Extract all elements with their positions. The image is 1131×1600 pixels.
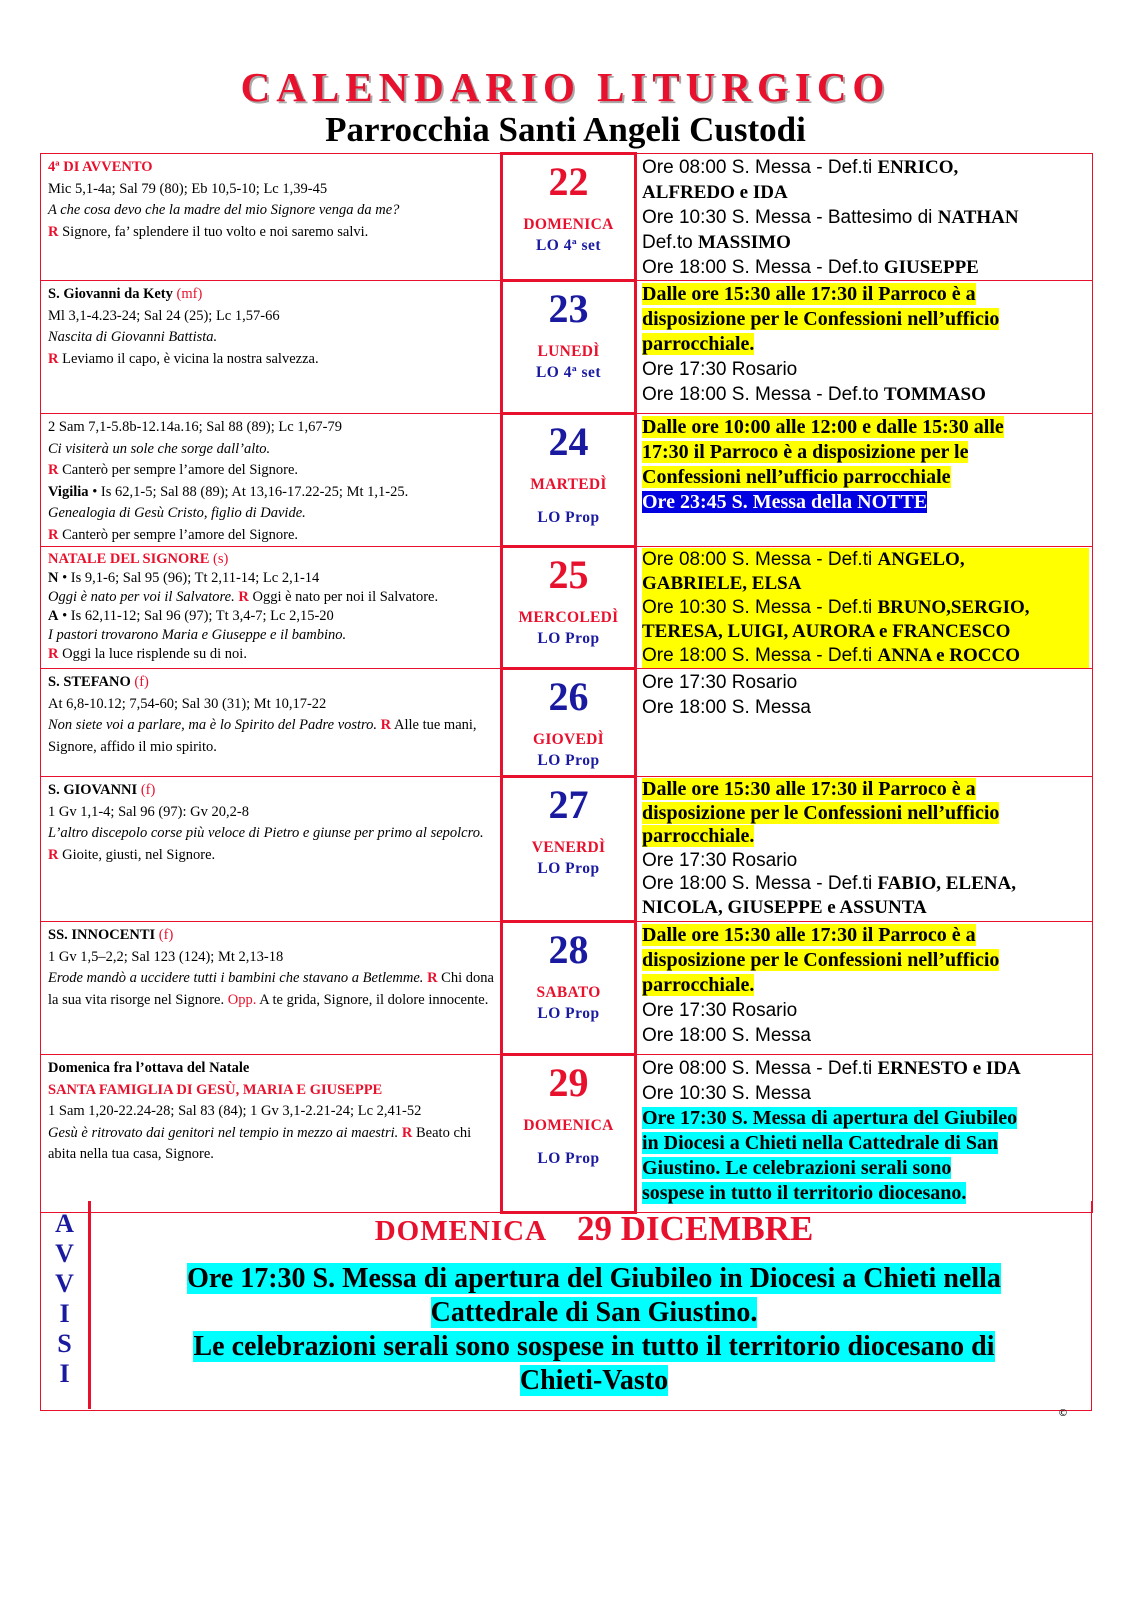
- response-marker: R: [380, 717, 392, 733]
- confession-notice: Dalle ore 10:00 alle 12:00 e dalle 15:30 alle: [642, 416, 1004, 438]
- day-cell: [502, 154, 636, 281]
- liturgy-of-hours: LO Prop: [537, 752, 600, 769]
- liturgy-rank: (f): [158, 927, 174, 943]
- calendar-row-25: [41, 547, 1093, 669]
- events-cell: [636, 414, 1093, 547]
- liturgy-title: NATALE DEL SIGNORE: [48, 551, 210, 567]
- response-marker: R: [427, 970, 438, 986]
- jubilee-notice: Ore 17:30 S. Messa di apertura del Giubileo: [642, 1107, 1018, 1129]
- events-cell: [636, 922, 1093, 1055]
- liturgy-response: Chi dona la sua vita risorge nel Signore.: [48, 970, 494, 1008]
- alternative-marker: Opp.: [227, 991, 257, 1008]
- day-number: 22: [548, 159, 589, 204]
- avvisi-line: Le celebrazioni serali sono sospese in tutto il territorio diocesano di: [193, 1331, 995, 1362]
- liturgical-calendar-table: [40, 152, 1093, 1214]
- liturgy-cell: [41, 922, 502, 1055]
- liturgy-of-hours: LO Prop: [537, 630, 600, 647]
- liturgy-readings: Ml 3,1-4.23-24; Sal 24 (25); Lc 1,57-66: [48, 307, 280, 324]
- event-text: Ore 10:30 S. Messa: [642, 1083, 811, 1104]
- liturgy-readings: 1 Sam 1,20-22.24-28; Sal 83 (84); 1 Gv 3,1-2.21-24; Lc 2,41-52: [48, 1103, 422, 1119]
- liturgy-title: S. Giovanni da Kety: [48, 286, 173, 302]
- event-text: Ore 18:00 S. Messa - Def.to: [642, 257, 884, 278]
- liturgy-cell: [41, 777, 502, 922]
- liturgy-readings: 1 Gv 1,1-4; Sal 96 (97): Gv 20,2-8: [48, 803, 249, 820]
- event-text: Ore 10:30 S. Messa - Def.ti: [642, 597, 878, 618]
- liturgy-readings: Mic 5,1-4a; Sal 79 (80); Eb 10,5-10; Lc 1,39-45: [48, 180, 328, 197]
- avvisi-text: [97, 1262, 1091, 1398]
- confession-notice: disposizione per le Confessioni nell’ufficio: [642, 949, 1000, 971]
- liturgy-response: Oggi è nato per noi il Salvatore.: [252, 589, 439, 605]
- confession-notice: 17:30 il Parroco è a disposizione per le: [642, 441, 969, 463]
- event-text: Ore 08:00 S. Messa - Def.ti: [642, 549, 878, 570]
- jubilee-notice: in Diocesi a Chieti nella Cattedrale di San: [642, 1132, 999, 1154]
- day-number: 27: [548, 782, 589, 827]
- avvisi-content: [97, 1201, 1091, 1398]
- response-marker: R: [48, 526, 59, 543]
- day-weekday: SABATO: [536, 984, 601, 1001]
- confession-notice: Confessioni nell’ufficio parrocchiale: [642, 466, 951, 488]
- confession-notice: Dalle ore 15:30 alle 17:30 il Parroco è a: [642, 778, 976, 800]
- liturgy-title: SANTA FAMIGLIA DI GESÙ, MARIA E GIUSEPPE: [48, 1081, 383, 1098]
- events-cell: [636, 1055, 1093, 1213]
- events-cell: [636, 154, 1093, 281]
- liturgy-antiphon: Non siete voi a parlare, ma è lo Spirito del Padre vostro.: [48, 717, 378, 733]
- confession-notice: parrocchiale.: [642, 333, 755, 355]
- liturgy-rank: (s): [213, 551, 229, 567]
- day-weekday: LUNEDÌ: [537, 343, 600, 360]
- event-text: Ore 18:00 S. Messa - Def.ti: [642, 645, 878, 666]
- liturgy-rank: (mf): [176, 286, 203, 302]
- event-text: Ore 17:30 Rosario: [642, 359, 798, 380]
- event-text: Ore 10:30 S. Messa - Battesimo di: [642, 207, 938, 228]
- liturgy-antiphon: Oggi è nato per voi il Salvatore.: [48, 589, 235, 605]
- page-header: [0, 62, 1131, 152]
- vigilia-label: Vigilia: [48, 483, 89, 500]
- event-names: NATHAN: [937, 207, 1019, 228]
- day-number: 26: [548, 674, 589, 719]
- avvisi-letter: V: [55, 1269, 74, 1298]
- confession-notice: disposizione per le Confessioni nell’ufficio: [642, 308, 1000, 330]
- mass-type-marker: N: [48, 570, 59, 586]
- liturgy-cell: [41, 414, 502, 547]
- liturgy-antiphon: Erode mandò a uccidere tutti i bambini che stavano a Betlemme.: [48, 970, 424, 986]
- response-marker: R: [48, 350, 59, 367]
- liturgy-antiphon: Ci visiterà un sole che sorge dall’alto.: [48, 440, 271, 457]
- liturgy-response: Oggi la luce risplende su di noi.: [62, 646, 247, 662]
- event-names: TERESA, LUIGI, AURORA e FRANCESCO: [642, 621, 1011, 642]
- day-number: 28: [548, 927, 589, 972]
- event-names: GABRIELE, ELSA: [642, 573, 802, 594]
- liturgy-pretitle: Domenica fra l’ottava del Natale: [48, 1060, 250, 1076]
- event-text: Ore 17:30 Rosario: [642, 672, 798, 693]
- event-names: ALFREDO e IDA: [642, 182, 788, 203]
- liturgy-readings: At 6,8-10.12; 7,54-60; Sal 30 (31); Mt 10,17-22: [48, 695, 327, 712]
- liturgy-cell: [41, 547, 502, 669]
- avvisi-letter: I: [59, 1299, 70, 1328]
- liturgy-response: A te grida, Signore, il dolore innocente.: [259, 991, 489, 1008]
- calendar-row-24: [41, 414, 1093, 547]
- day-cell: [502, 281, 636, 414]
- events-cell: [636, 669, 1093, 777]
- liturgy-rank: (f): [140, 782, 156, 798]
- liturgy-of-hours: LO 4ª set: [535, 237, 602, 254]
- calendar-row-22: [41, 154, 1093, 281]
- event-names: FABIO, ELENA,: [877, 873, 1016, 894]
- liturgy-of-hours: LO Prop: [537, 860, 600, 877]
- liturgy-response: Gioite, giusti, nel Signore.: [62, 846, 216, 863]
- event-text: Ore 17:30 Rosario: [642, 1000, 798, 1021]
- response-marker: R: [238, 589, 249, 605]
- day-weekday: MERCOLEDÌ: [518, 609, 619, 626]
- event-text: Ore 17:30 Rosario: [642, 849, 798, 871]
- avvisi-section: [40, 1201, 1092, 1411]
- day-cell: [502, 922, 636, 1055]
- day-number: 24: [548, 419, 589, 464]
- liturgy-antiphon: L’altro discepolo corse più veloce di Pietro e giunse per primo al sepolcro.: [48, 825, 484, 841]
- event-text: Ore 18:00 S. Messa - Def.ti: [642, 873, 878, 894]
- avvisi-letter: A: [55, 1209, 74, 1238]
- response-marker: R: [48, 646, 59, 662]
- liturgy-of-hours: LO 4ª set: [535, 364, 602, 381]
- liturgy-antiphon: Nascita di Giovanni Battista.: [48, 329, 218, 345]
- response-marker: R: [48, 223, 59, 240]
- liturgy-antiphon: Gesù è ritrovato dai genitori nel tempio in mezzo ai maestri.: [48, 1124, 399, 1141]
- liturgy-response: Canterò per sempre l’amore del Signore.: [62, 462, 299, 478]
- events-cell: [636, 547, 1093, 669]
- day-cell: [502, 1055, 636, 1213]
- liturgy-title: S. STEFANO: [48, 674, 131, 690]
- event-names: BRUNO,SERGIO,: [877, 597, 1030, 618]
- event-names: ANNA e ROCCO: [877, 645, 1020, 666]
- liturgy-title: S. GIOVANNI: [48, 782, 138, 798]
- calendar-row-27: [41, 777, 1093, 922]
- event-text: Ore 18:00 S. Messa - Def.to: [642, 384, 884, 405]
- day-cell: [502, 777, 636, 922]
- liturgy-of-hours: LO Prop: [537, 1150, 600, 1167]
- avvisi-letter: S: [57, 1329, 72, 1358]
- day-weekday: DOMENICA: [523, 216, 614, 233]
- event-names: GIUSEPPE: [883, 257, 979, 278]
- calendar-row-23: [41, 281, 1093, 414]
- liturgy-response: Signore, fa’ splendere il tuo volto e noi saremo salvi.: [62, 223, 369, 240]
- response-marker: R: [48, 462, 59, 478]
- liturgy-of-hours: LO Prop: [537, 1005, 600, 1022]
- calendar-row-29: [41, 1055, 1093, 1213]
- liturgy-readings: 1 Gv 1,5–2,2; Sal 123 (124); Mt 2,13-18: [48, 948, 284, 965]
- calendar-row-28: [41, 922, 1093, 1055]
- page-title: CALENDARIO LITURGICO: [240, 64, 891, 110]
- avvisi-letter: I: [59, 1359, 70, 1388]
- liturgy-antiphon: I pastori trovarono Maria e Giuseppe e il bambino.: [48, 627, 347, 643]
- midnight-mass-notice: Ore 23:45 S. Messa della NOTTE: [642, 491, 928, 513]
- liturgy-title: SS. INNOCENTI: [48, 927, 156, 943]
- avvisi-title: [97, 1207, 1091, 1258]
- copyright-mark: ©: [1058, 1408, 1068, 1419]
- day-number: 29: [548, 1060, 589, 1105]
- liturgy-readings: • Is 62,11-12; Sal 96 (97); Tt 3,4-7; Lc 2,15-20: [58, 608, 334, 624]
- avvisi-date: 29 DICEMBRE: [577, 1209, 814, 1248]
- liturgy-antiphon: A che cosa devo che la madre del mio Signore venga da me?: [48, 202, 400, 218]
- avvisi-letter: V: [55, 1239, 74, 1268]
- confession-notice: Dalle ore 15:30 alle 17:30 il Parroco è a: [642, 283, 976, 305]
- day-weekday: GIOVEDÌ: [532, 731, 604, 748]
- liturgy-cell: [41, 154, 502, 281]
- avvisi-line: Chieti-Vasto: [519, 1365, 669, 1396]
- liturgy-response: Alle tue mani, Signore, affido il mio spirito.: [48, 717, 477, 755]
- event-names: NICOLA, GIUSEPPE e ASSUNTA: [642, 896, 927, 918]
- liturgy-title: 4ª DI AVVENTO: [48, 159, 153, 175]
- parish-name: Parrocchia Santi Angeli Custodi: [325, 110, 806, 149]
- liturgy-cell: [41, 1055, 502, 1213]
- day-cell: [502, 547, 636, 669]
- liturgy-readings: • Is 9,1-6; Sal 95 (96); Tt 2,11-14; Lc 2,1-14: [58, 570, 320, 586]
- liturgy-rank: (f): [134, 674, 149, 690]
- event-names: TOMMASO: [883, 384, 986, 405]
- day-number: 23: [548, 286, 589, 331]
- liturgy-antiphon: Genealogia di Gesù Cristo, figlio di Davide.: [48, 505, 306, 521]
- day-weekday: VENERDÌ: [531, 839, 606, 856]
- day-weekday: MARTEDÌ: [530, 476, 607, 493]
- confession-notice: Dalle ore 15:30 alle 17:30 il Parroco è a: [642, 924, 976, 946]
- calendar-row-26: [41, 669, 1093, 777]
- day-number: 25: [548, 552, 589, 597]
- day-weekday: DOMENICA: [523, 1117, 614, 1134]
- confession-notice: parrocchiale.: [642, 974, 755, 996]
- confession-notice: parrocchiale.: [642, 825, 755, 847]
- events-cell: [636, 777, 1093, 922]
- response-marker: R: [48, 846, 59, 863]
- avvisi-line: Cattedrale di San Giustino.: [430, 1297, 758, 1328]
- event-text: Ore 08:00 S. Messa - Def.ti: [642, 157, 878, 178]
- event-text: Ore 18:00 S. Messa: [642, 1025, 811, 1046]
- event-text: Ore 18:00 S. Messa: [642, 697, 811, 718]
- day-cell: [502, 669, 636, 777]
- confession-notice: disposizione per le Confessioni nell’ufficio: [642, 801, 1000, 824]
- event-text: Def.to: [642, 232, 698, 253]
- avvisi-day: DOMENICA: [374, 1215, 548, 1247]
- liturgy-response: Beato chi abita nella tua casa, Signore.: [48, 1124, 472, 1162]
- jubilee-notice: Giustino. Le celebrazioni serali sono: [642, 1157, 952, 1179]
- liturgy-readings: 2 Sam 7,1-5.8b-12.14a.16; Sal 88 (89); Lc 1,67-79: [48, 419, 342, 435]
- event-names: ANGELO,: [877, 549, 965, 570]
- liturgy-cell: [41, 281, 502, 414]
- event-names: ENRICO,: [877, 157, 959, 178]
- event-names: MASSIMO: [697, 232, 791, 253]
- avvisi-label: [41, 1201, 91, 1409]
- avvisi-line: Ore 17:30 S. Messa di apertura del Giubileo in Diocesi a Chieti nella: [187, 1263, 1001, 1294]
- jubilee-notice: sospese in tutto il territorio diocesano.: [642, 1182, 967, 1204]
- liturgy-response: Canterò per sempre l’amore del Signore.: [62, 526, 299, 543]
- events-cell: [636, 281, 1093, 414]
- mass-type-marker: A: [48, 608, 59, 624]
- day-cell: [502, 414, 636, 547]
- liturgy-cell: [41, 669, 502, 777]
- response-marker: R: [401, 1124, 413, 1141]
- event-names: ERNESTO e IDA: [877, 1058, 1021, 1079]
- liturgy-readings: • Is 62,1-5; Sal 88 (89); At 13,16-17.22-25; Mt 1,1-25.: [88, 483, 409, 500]
- event-text: Ore 08:00 S. Messa - Def.ti: [642, 1058, 878, 1079]
- liturgy-response: Leviamo il capo, è vicina la nostra salvezza.: [62, 350, 319, 367]
- liturgy-of-hours: LO Prop: [537, 509, 600, 526]
